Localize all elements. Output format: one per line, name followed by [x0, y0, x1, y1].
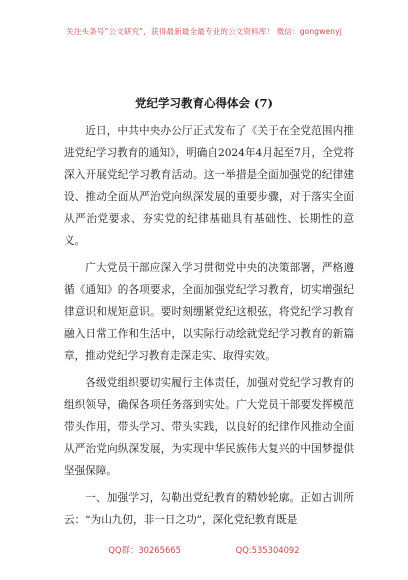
paragraph-3: 各级党组织要切实履行主体责任，加强对党纪学习教育的组织领导，确保各项任务落到实处。广大党员干部要发挥模范带头作用，带头学习、带头实践，以良好的纪律作风推动全面从严治党向纵深发展，为实现中华民族伟大复兴的中国梦提供坚强保障。: [64, 377, 354, 477]
document-title: 党纪学习教育心得体会 (7): [135, 96, 273, 110]
footer-contact: [0, 544, 408, 556]
paragraph-4: 一、加强学习，勾勒出党纪教育的精妙轮廓。正如古训所云：“为山九仞，非一日之功”，深化党纪教育既是: [64, 492, 354, 526]
document-body: [64, 120, 354, 536]
qq-group: QQ群：30265665: [108, 545, 181, 555]
qq-number: QQ:535304092: [235, 545, 300, 555]
paragraph-2: 广大党员干部应深入学习贯彻党中央的决策部署，严格遵循《通知》的各项要求，全面加强党纪学习教育，切实增强纪律意识和规矩意识。要时刻绷紧党纪这根弦，将党纪学习教育融入日常工作和生活中，以实际行动绘就党纪学习教育的新篇章，推动党纪学习教育走深走实、取得实效。: [64, 262, 354, 362]
paragraph-1: 近日，中共中央办公厅正式发布了《关于在全党范围内推进党纪学习教育的通知》，明确自2024年4月起至7月，全党将深入开展党纪学习教育活动。这一举措是全面加强党的纪律建设、推动全面从严治党向纵深发展的重要步骤，对于落实全面从严治党要求、夯实党的纪律基础具有基础性、长期性的意义。: [64, 125, 354, 247]
promo-banner: 关注头条号“公文研究”，获得最新最全最专业的公文资料库！ 微信：gongwenyj: [66, 27, 342, 36]
